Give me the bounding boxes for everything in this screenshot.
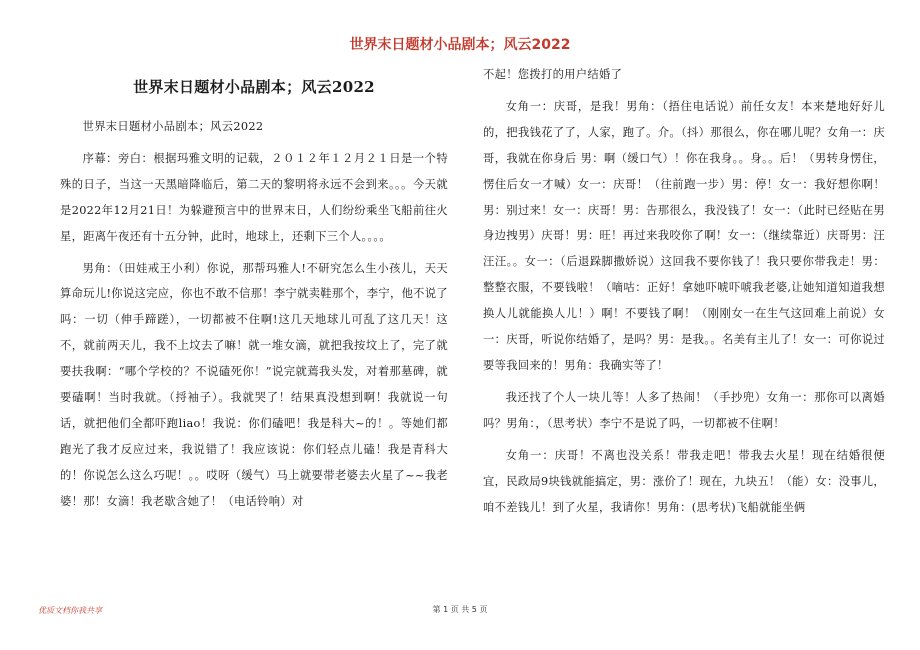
- paragraph-continued: 不起！您拨打的用户结婚了: [483, 68, 623, 81]
- page-number: 第 1 页 共 5 页: [432, 605, 488, 614]
- left-column: [60, 62, 448, 521]
- paragraph-prologue: 序幕：旁白：根据玛雅文明的记载，２０１２年１２月２１日是一个特殊的日子，当这一天黑暗降临后，第二天的黎明将永远不会到来。。。今天就是2022年12月21日！为躲避预言中的世界末日，人们纷纷乘坐飞船前往火星，距离午夜还有十五分钟，此时，地球上，还剩下三个人。。。。: [60, 151, 448, 243]
- paragraph-dialogue-1: 女角一：庆哥，是我！男角：（捂住电话说）前任女友！本来楚地好好儿的，把我钱花了了，人家，跑了。介。（抖）那很么，你在哪儿呢？女角一：庆哥，我就在你身后 男：啊（缓口气）！你在我身。。身。。后！（男转身愣住，愣住后女一才喊）女一：庆哥！（往前跑一步）男：停！女一：我好想你啊！男：别过来！女一：庆哥！男：告那很么，我没钱了！女一：（此时已经贴在男身边拽男）庆哥！男：旺！再过来我咬你了啊！女一：（继续靠近）庆哥男：汪汪汪。。女一：（后退跺脚撒娇说）这回我不要你钱了！我只要你带我走！男：整整衣服，不要钱啦！（嘀咕：正好！拿她吓唬吓唬我老婆,让她知道知道我想换人儿就能换人儿！）啊！不要钱了啊！（刚刚女一在生气这回难上前说）女一：庆哥，听说你结婚了，是吗？男：是我。。名美有主儿了！女一：可你说过要等我回来的！男角：我确实等了！: [483, 99, 885, 372]
- paragraph-subtitle: 世界末日题材小品剧本；风云2022: [82, 120, 264, 133]
- footer-tagline: 优质文档你我共享: [38, 606, 102, 615]
- document-title: 世界末日题材小品剧本；风云2022: [133, 78, 375, 96]
- document-header-title: 世界末日题材小品剧本；风云2022: [349, 37, 571, 53]
- paragraph-dialogue-2: 我还找了个人一块儿等！人多了热闹！（手抄兜）女角一：那你可以离婚吗？男角：，（思考状）李宁不是说了吗，一切都被不住啊！: [483, 390, 885, 430]
- paragraph-male-lead: 男角：（田娃戒王小利）你说，那帮玛雅人!不研究怎么生小孩儿，天天算命玩儿!你说这完应，你也不敢不信那！李宁就卖鞋那个，李宁，他不说了吗：一切（伸手蹄蹉），一切都被不住啊!这几天地球儿可乱了这几天！这不，就前两天儿，我不上坟去了嘛！就一堆女滴，就把我按坟上了，完了就要扶我啊：“哪个学校的？不说磕死你！”说完就蔫我头发，对着那墓碑，就要磕啊！当时我就。（捋袖子）。我就哭了！结果真没想到啊！我就说一句话，就把他们全都吓跑liao！我说：你们磕吧！我是科大~的！。等她们都跑光了我才反应过来，我说错了！我应该说：你们轻点儿磕！我是青科大的！你说怎么这么巧呢！。。哎呀（缓气）马上就要带老婆去火星了~~我老婆！那！女滴！我老歇含她了！（电话铃响）对: [60, 261, 448, 508]
- paragraph-dialogue-3: 女角一：庆哥！不离也没关系！带我走吧！带我去火星！现在结婚很便宜，民政局9块钱就能搞定，男：涨价了！现在，九块五！（能）女：没事儿，咱不差钱儿！到了火星，我请你！男角：(思考状)飞船就能坐俩: [483, 448, 885, 514]
- right-column: [483, 62, 885, 526]
